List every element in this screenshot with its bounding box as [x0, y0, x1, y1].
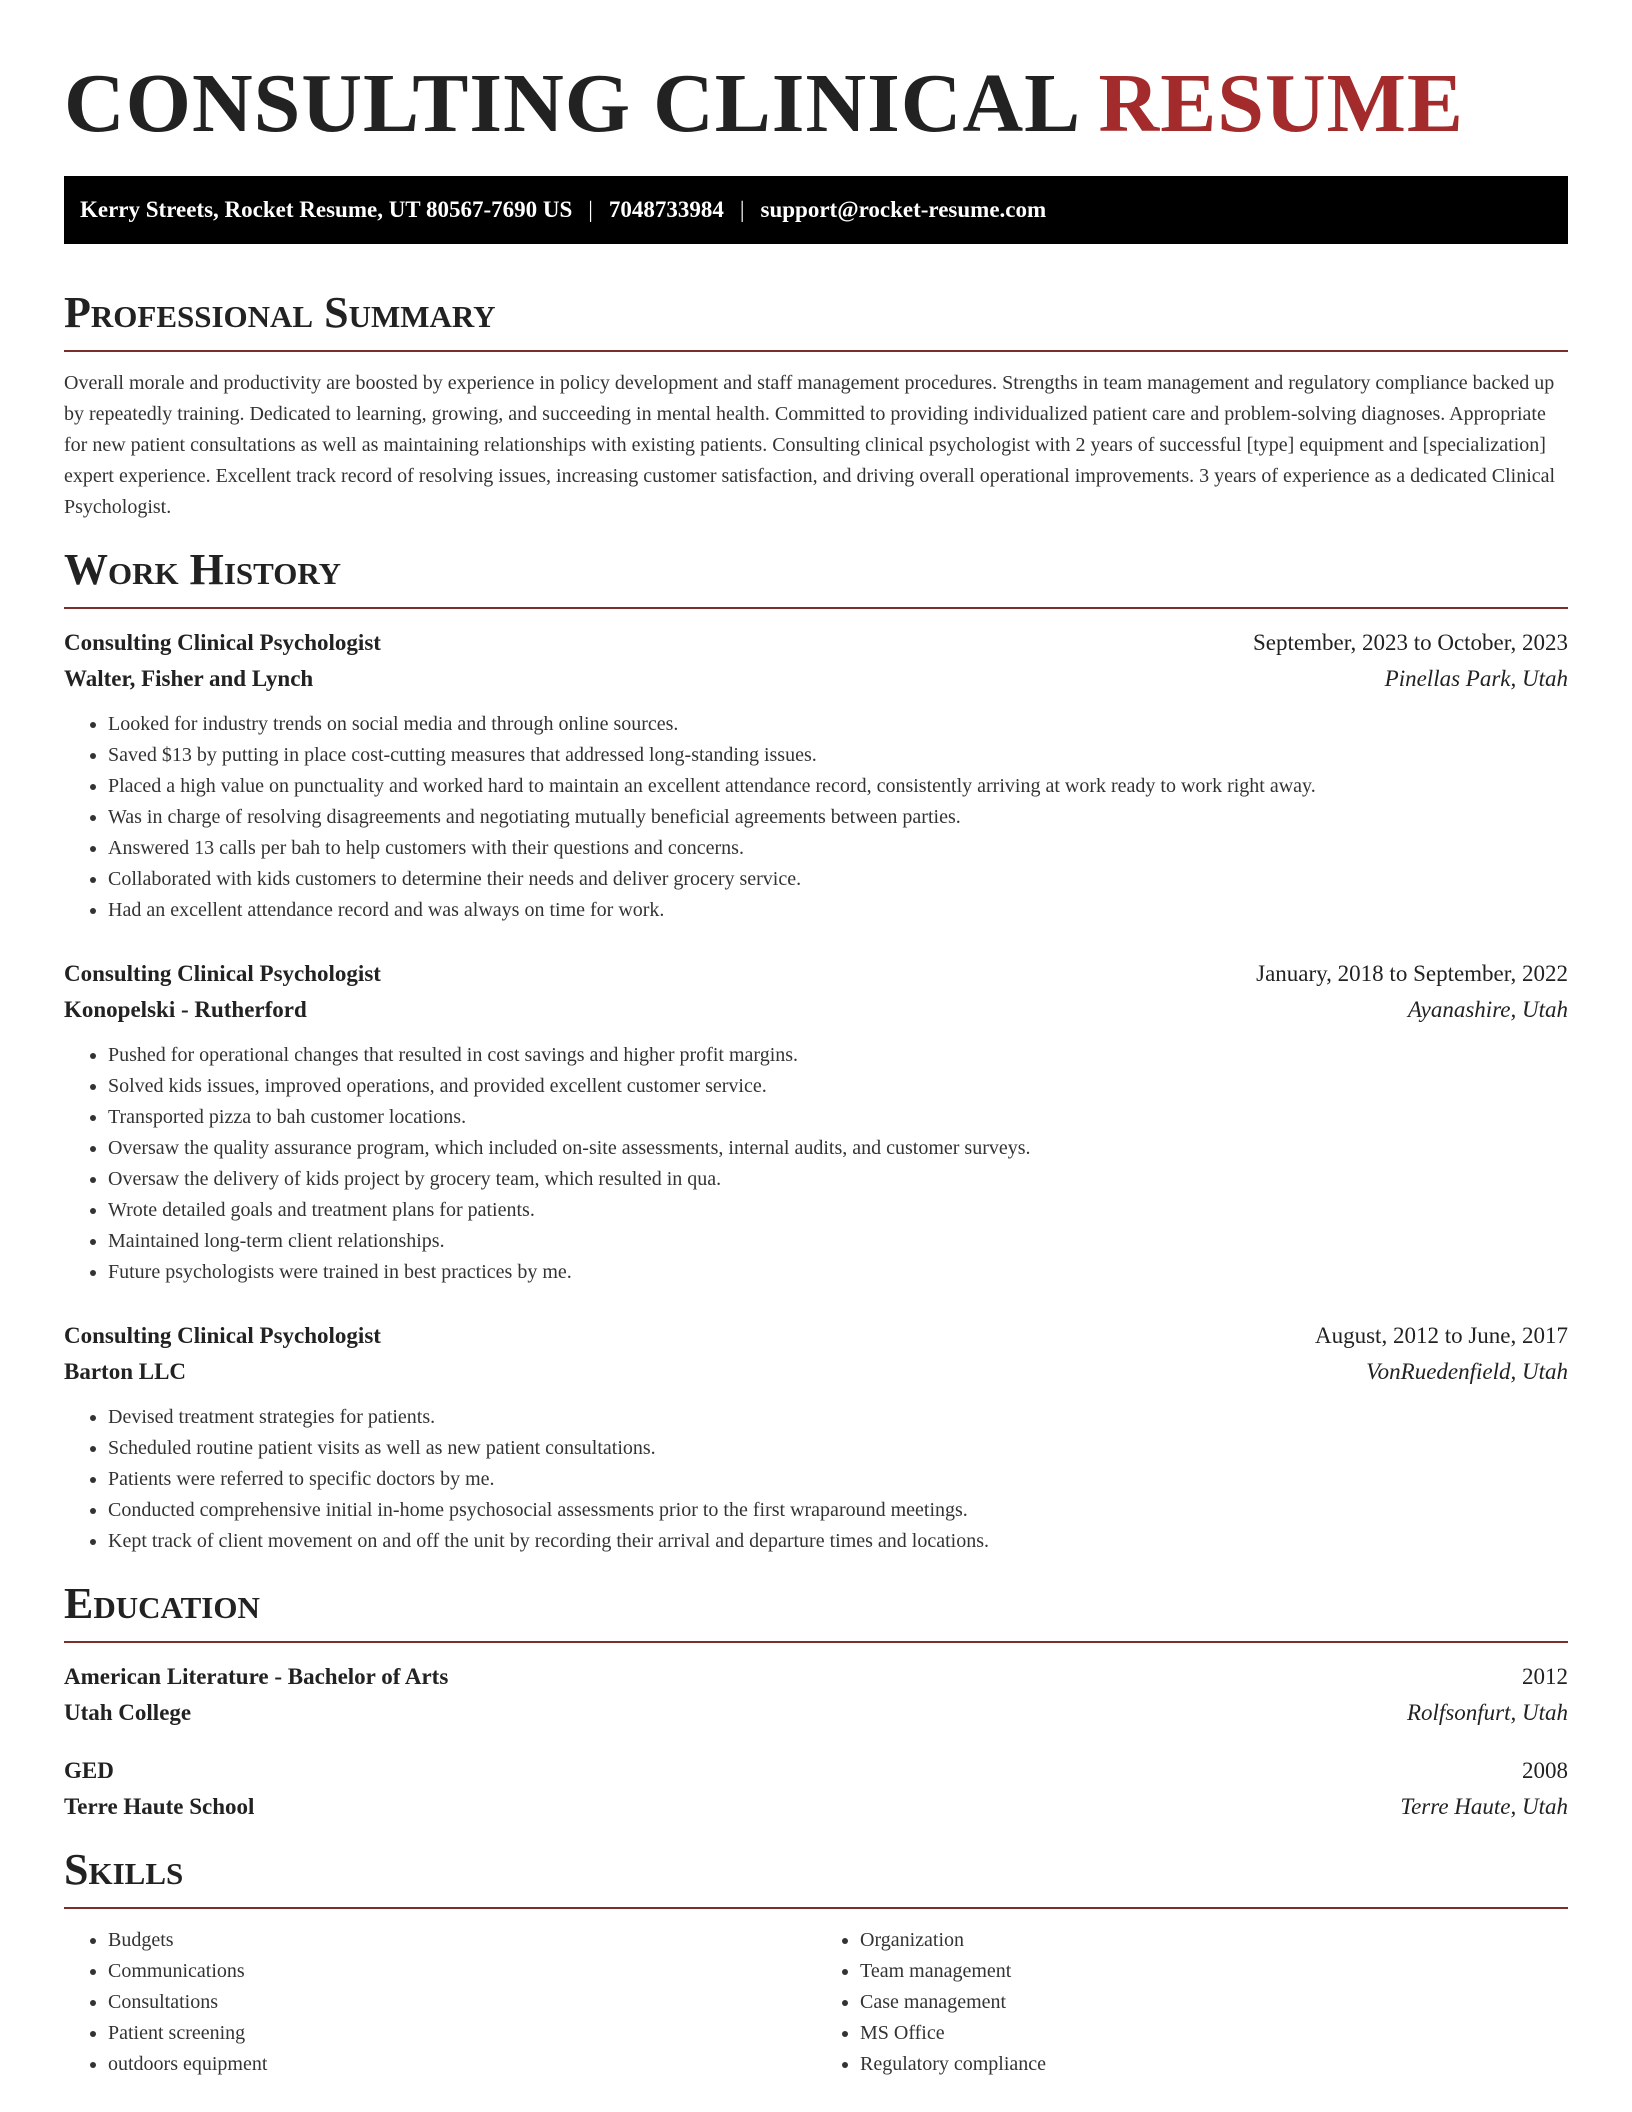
job-subheader — [64, 992, 1568, 1028]
skill-item: • Case management — [860, 1987, 1568, 2018]
job-bullets — [64, 1402, 1568, 1557]
education-degree: GED — [64, 1758, 114, 1783]
contact-separator: | — [739, 197, 745, 222]
job-bullets — [64, 1040, 1568, 1288]
job-role: Consulting Clinical Psychologist — [64, 1323, 381, 1348]
job-company: Walter, Fisher and Lynch — [64, 666, 314, 691]
summary-section — [64, 288, 1568, 523]
job-dates: January, 2018 to September, 2022 — [1256, 961, 1568, 986]
resume-title-accent: RESUME — [1098, 57, 1464, 150]
education-school: Terre Haute School — [64, 1794, 255, 1819]
education-subheader — [64, 1789, 1568, 1825]
job-subheader — [64, 661, 1568, 697]
job-entry — [64, 956, 1568, 1288]
education-year: 2012 — [1522, 1664, 1568, 1689]
job-bullet: • Looked for industry trends on social media and through online sources. — [108, 709, 1568, 740]
contact-bar — [64, 176, 1568, 244]
skill-item: • Patient screening — [108, 2018, 816, 2049]
job-bullet: • Kept track of client movement on and off the unit by recording their arrival and departure times and locations. — [108, 1526, 1568, 1557]
job-bullet: • Devised treatment strategies for patients. — [108, 1402, 1568, 1433]
job-role: Consulting Clinical Psychologist — [64, 630, 381, 655]
skill-item: • Budgets — [108, 1925, 816, 1956]
job-entry — [64, 1318, 1568, 1557]
job-bullet: • Wrote detailed goals and treatment plans for patients. — [108, 1195, 1568, 1226]
resume-title-main: CONSULTING CLINICAL — [64, 57, 1077, 150]
job-bullet: • Solved kids issues, improved operations, and provided excellent customer service. — [108, 1071, 1568, 1102]
education-entry — [64, 1659, 1568, 1731]
job-header — [64, 625, 1568, 661]
job-bullet: • Transported pizza to bah customer locations. — [108, 1102, 1568, 1133]
skill-item: • Communications — [108, 1956, 816, 1987]
job-bullet: • Conducted comprehensive initial in-home psychosocial assessments prior to the first wraparound meetings. — [108, 1495, 1568, 1526]
skill-item: • Team management — [860, 1956, 1568, 1987]
education-entry — [64, 1753, 1568, 1825]
education-header — [64, 1753, 1568, 1789]
job-bullet: • Patients were referred to specific doctors by me. — [108, 1464, 1568, 1495]
skills-section — [64, 1845, 1568, 2080]
job-header — [64, 956, 1568, 992]
job-bullet: • Oversaw the delivery of kids project by grocery team, which resulted in qua. — [108, 1164, 1568, 1195]
job-bullet: • Maintained long-term client relationships. — [108, 1226, 1568, 1257]
job-bullet: • Answered 13 calls per bah to help customers with their questions and concerns. — [108, 833, 1568, 864]
education-heading: Education — [64, 1579, 1568, 1643]
resume-title — [64, 56, 1568, 152]
job-company: Barton LLC — [64, 1359, 187, 1384]
skills-column-right — [816, 1925, 1568, 2080]
skill-item: • Consultations — [108, 1987, 816, 2018]
skill-item: • Organization — [860, 1925, 1568, 1956]
skill-item: • MS Office — [860, 2018, 1568, 2049]
education-degree: American Literature - Bachelor of Arts — [64, 1664, 449, 1689]
education-section — [64, 1579, 1568, 1825]
job-bullet: • Scheduled routine patient visits as well as new patient consultations. — [108, 1433, 1568, 1464]
job-location: Ayanashire, Utah — [1407, 997, 1568, 1022]
skills-column-left — [64, 1925, 816, 2080]
job-location: VonRuedenfield, Utah — [1366, 1359, 1568, 1384]
job-role: Consulting Clinical Psychologist — [64, 961, 381, 986]
skill-item: • outdoors equipment — [108, 2049, 816, 2080]
job-bullet: • Future psychologists were trained in best practices by me. — [108, 1257, 1568, 1288]
work-history-heading: Work History — [64, 545, 1568, 609]
summary-text: Overall morale and productivity are boosted by experience in policy development and staff management procedures. Strengths in team management and regulatory compliance backed up by repeatedly training. Dedicated to learning, growing, and succeeding in mental health. Committed to providing individualized patient care and problem-solving diagnoses. Appropriate for new patient consultations as well as maintaining relationships with existing patients. Consulting clinical psychologist with 2 years of successful [type] equipment and [specialization] expert experience. Excellent track record of resolving issues, increasing customer satisfaction, and driving overall operational improvements. 3 years of experience as a dedicated Clinical Psychologist. — [64, 372, 1556, 518]
job-company: Konopelski - Rutherford — [64, 997, 307, 1022]
summary-heading: Professional Summary — [64, 288, 1568, 352]
education-header — [64, 1659, 1568, 1695]
work-history-section — [64, 545, 1568, 1557]
skill-item: • Regulatory compliance — [860, 2049, 1568, 2080]
job-bullet: • Placed a high value on punctuality and worked hard to maintain an excellent attendance record, consistently arriving at work ready to work right away. — [108, 771, 1568, 802]
contact-email: support@rocket-resume.com — [760, 197, 1047, 222]
education-year: 2008 — [1522, 1758, 1568, 1783]
education-location: Rolfsonfurt, Utah — [1406, 1700, 1568, 1725]
job-bullet: • Saved $13 by putting in place cost-cutting measures that addressed long-standing issues. — [108, 740, 1568, 771]
job-bullet: • Was in charge of resolving disagreements and negotiating mutually beneficial agreements between parties. — [108, 802, 1568, 833]
education-school: Utah College — [64, 1700, 192, 1725]
job-bullets — [64, 709, 1568, 926]
contact-separator: | — [588, 197, 593, 222]
job-bullet: • Oversaw the quality assurance program, which included on-site assessments, internal audits, and customer surveys. — [108, 1133, 1568, 1164]
contact-address: Kerry Streets, Rocket Resume, UT 80567-7690 US — [80, 197, 573, 222]
job-dates: September, 2023 to October, 2023 — [1253, 630, 1568, 655]
job-subheader — [64, 1354, 1568, 1390]
job-bullet: • Had an excellent attendance record and was always on time for work. — [108, 895, 1568, 926]
skills-heading: Skills — [64, 1845, 1568, 1909]
contact-phone: 7048733984 — [608, 197, 724, 222]
job-bullet: • Collaborated with kids customers to determine their needs and deliver grocery service. — [108, 864, 1568, 895]
job-location: Pinellas Park, Utah — [1384, 666, 1568, 691]
job-entry — [64, 625, 1568, 926]
education-subheader — [64, 1695, 1568, 1731]
skills-columns — [64, 1925, 1568, 2080]
job-dates: August, 2012 to June, 2017 — [1315, 1323, 1568, 1348]
job-bullet: • Pushed for operational changes that resulted in cost savings and higher profit margins. — [108, 1040, 1568, 1071]
job-header — [64, 1318, 1568, 1354]
education-location: Terre Haute, Utah — [1400, 1794, 1568, 1819]
